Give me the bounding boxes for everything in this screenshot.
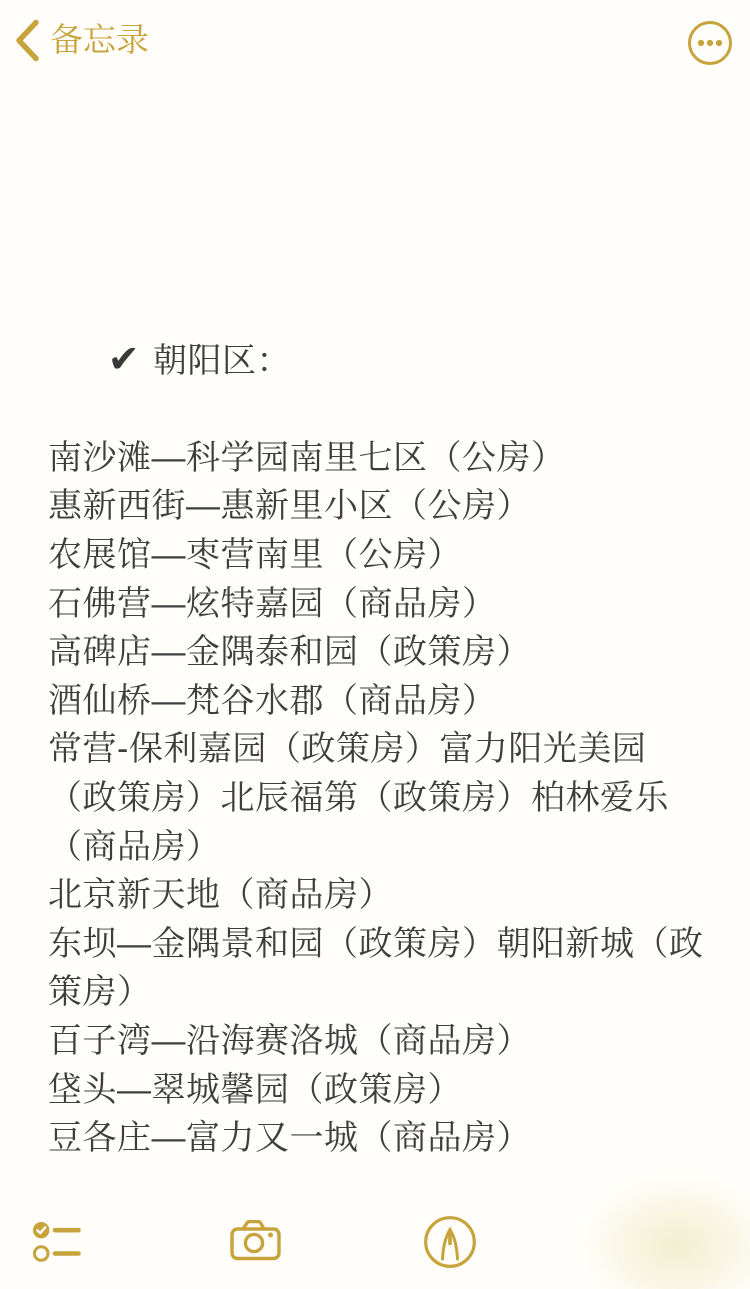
note-line: （政策房）北辰福第（政策房）柏林爱乐	[48, 778, 669, 817]
camera-button[interactable]	[230, 1220, 281, 1264]
note-line: 高碑店—金隅泰和园（政策房）	[48, 633, 531, 672]
note-line: 酒仙桥—梵谷水郡（商品房）	[48, 681, 497, 720]
note-line: （商品房）	[48, 827, 221, 866]
back-button[interactable]	[14, 16, 149, 64]
chevron-left-icon	[14, 18, 41, 63]
note-line: 垡头—翠城馨园（政策房）	[48, 1070, 462, 1109]
camera-icon	[230, 1220, 281, 1261]
bottom-toolbar	[0, 1179, 750, 1289]
note-line: 石佛营—炫特嘉园（商品房）	[48, 584, 497, 623]
checklist-icon	[33, 1222, 81, 1263]
nav-bar	[0, 0, 750, 82]
note-header-line	[48, 287, 720, 434]
checklist-button[interactable]	[33, 1222, 81, 1266]
back-button-label: 备忘录	[50, 21, 149, 58]
note-line: 豆各庄—富力又一城（商品房）	[48, 1119, 531, 1158]
note-line: 东坝—金隅景和园（政策房）朝阳新城（政	[48, 924, 704, 963]
note-line: 百子湾—沿海赛洛城（商品房）	[48, 1021, 531, 1060]
note-title: 朝阳区：	[153, 341, 292, 380]
note-line: 北京新天地（商品房）	[48, 876, 393, 915]
checkmark-glyph: ✔	[107, 338, 141, 381]
markup-button[interactable]	[423, 1215, 477, 1272]
note-line: 惠新西街—惠新里小区（公房）	[48, 487, 531, 526]
ellipsis-circle-icon	[687, 20, 733, 66]
note-line: 常营-保利嘉园（政策房）富力阳光美园	[48, 730, 647, 769]
note-line: 农展馆—枣营南里（公房）	[48, 535, 462, 574]
markup-pen-icon	[423, 1215, 477, 1269]
note-line: 南沙滩—科学园南里七区（公房）	[48, 438, 566, 477]
more-options-button[interactable]	[687, 20, 733, 66]
note-line: 策房）	[48, 973, 152, 1012]
note-content[interactable]	[48, 287, 720, 1163]
